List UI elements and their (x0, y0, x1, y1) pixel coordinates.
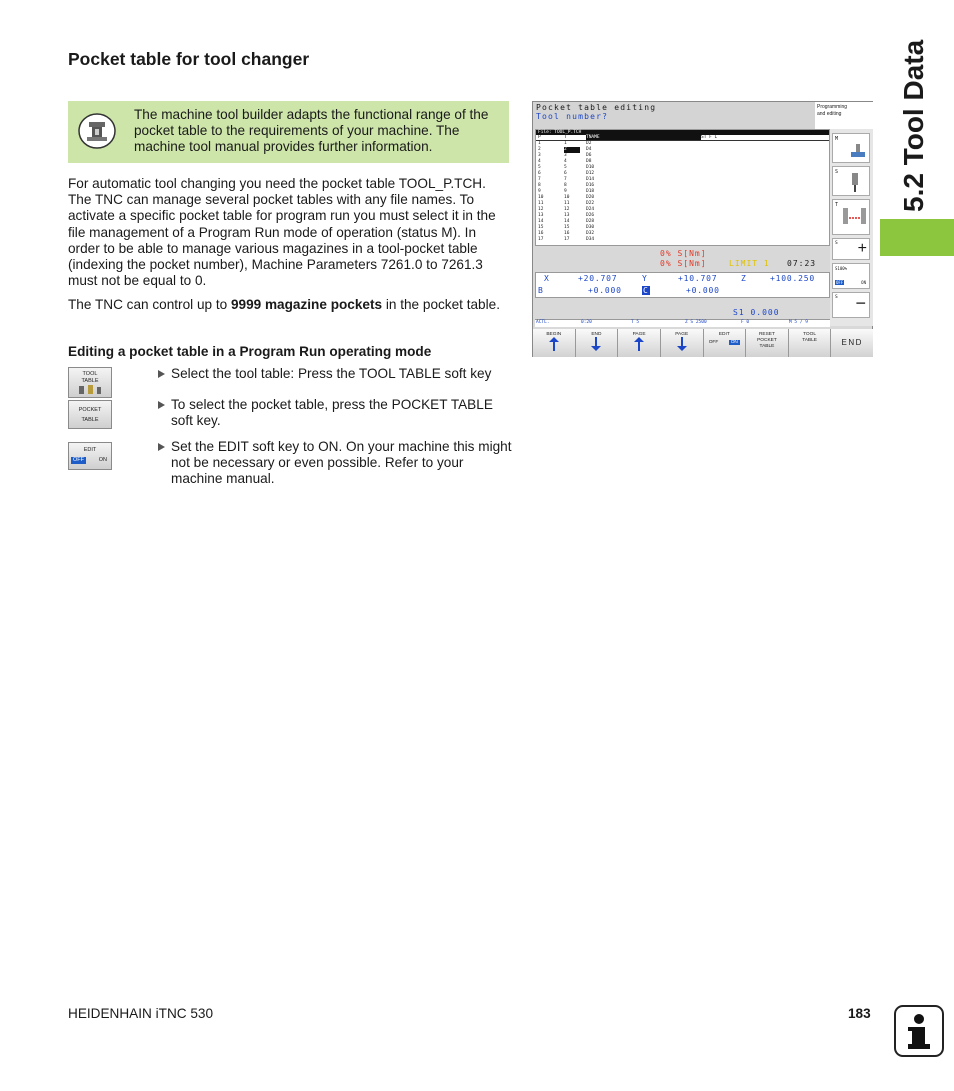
pocket-cell: 7 (538, 177, 541, 182)
section-title: Pocket table for tool changer (68, 49, 310, 69)
tool-cell: 4 (564, 159, 567, 164)
tname-cell: D28 (586, 219, 595, 224)
arrow-up-icon (549, 337, 559, 351)
intro-paragraph: For automatic tool changing you need the pocket table TOOL_P.TCH. The TNC can manage several pocket tables with any file names. To activate a specific pocket table for program run you must select it in the file management of a Program Run mode of operation (status M). In order to be able to manage various magazines in a tool-pocket table (indexing the pocket number), Machine Parameters 7261.0 to 7261.3 must not be equal to 0. (68, 176, 496, 289)
tname-cell: D10 (586, 165, 595, 170)
tool-cell: 13 (564, 213, 570, 218)
tname-cell: D8 (586, 159, 592, 164)
pocket-table-softkey: POCKET TABLE (68, 400, 112, 429)
screen-header: Pocket table editing Tool number? (533, 102, 815, 129)
spindle-icon (849, 173, 861, 193)
sk-begin[interactable]: BEGIN (533, 329, 575, 357)
page-down-icon (677, 337, 687, 351)
pocket-cell: 2 (538, 147, 541, 152)
pocket-cell: 15 (538, 225, 544, 230)
spindle-readout: S1 0.000 (733, 308, 780, 317)
chapter-tab-bar (880, 219, 954, 256)
pocket-cell: 13 (538, 213, 544, 218)
sk-edit[interactable]: EDIT OFF ON (704, 329, 746, 357)
sk-page-up[interactable]: PAGE (618, 329, 660, 357)
tname-cell: D12 (586, 171, 595, 176)
pocket-cell: 8 (538, 183, 541, 188)
tname-cell: D22 (586, 201, 595, 206)
pocket-cell: 12 (538, 207, 544, 212)
table-rows (536, 141, 829, 243)
tname-cell: D14 (586, 177, 595, 182)
tool-cell: 8 (564, 183, 567, 188)
machine-icon (849, 142, 867, 160)
tname-cell: D6 (586, 153, 592, 158)
tool-cell: 2 (564, 147, 580, 153)
pocket-cell: 11 (538, 201, 544, 206)
pocket-cell: 4 (538, 159, 541, 164)
tool-cell: 7 (564, 177, 567, 182)
tname-cell: D16 (586, 183, 595, 188)
capacity-paragraph: The TNC can control up to 9999 magazine pockets in the pocket table. (68, 297, 500, 312)
tool-cell: 12 (564, 207, 570, 212)
sk-end-exit[interactable]: END (831, 329, 873, 357)
chapter-tab-title: 5.2 Tool Data (898, 39, 929, 212)
sk-end[interactable]: END (576, 329, 618, 357)
tname-cell: D30 (586, 225, 595, 230)
tool-cell: 6 (564, 171, 567, 176)
pocket-table (535, 129, 830, 246)
pocket-cell: 5 (538, 165, 541, 170)
table-row[interactable] (536, 237, 829, 243)
note-text: The machine tool builder adapts the functional range of the pocket table to the requirements of your machine. The machine tool manual provides further information. (134, 107, 489, 155)
tool-icon (73, 385, 107, 395)
pocket-cell: 9 (538, 189, 541, 194)
note-box (68, 101, 509, 163)
pocket-cell: 3 (538, 153, 541, 158)
tnc-screen (532, 101, 873, 357)
pocket-cell: 1 (538, 141, 541, 146)
pocket-cell: 14 (538, 219, 544, 224)
footer-product: HEIDENHAIN iTNC 530 (68, 1006, 214, 1021)
sk-reset-pocket-table[interactable]: RESET POCKET TABLE (746, 329, 788, 357)
arrow-down-icon (591, 337, 601, 351)
status-area: 0% S[Nm] 0% S[Nm] LIMIT 1 07:23 (535, 248, 830, 270)
position-display: X +20.707 Y +10.707 Z +100.250 B +0.000 C +0.000 (535, 272, 830, 298)
tool-table-softkey: TOOL TABLE (68, 367, 112, 398)
sidebar-m[interactable]: M (832, 133, 870, 163)
sidebar-plus[interactable]: S + (832, 238, 870, 260)
pocket-cell: 10 (538, 195, 544, 200)
bottom-status: ACTL. 0:20 T 5 Z S 2500 F 0 M 5 / 9 (535, 319, 830, 327)
edit-softkey: EDIT OFF ON (68, 442, 112, 470)
tname-cell: D32 (586, 231, 595, 236)
sidebar-minus[interactable]: S − (832, 292, 870, 318)
table-header: P T TNAME ST F L (536, 135, 829, 141)
file-bar: File: TOOL_P.TCH (536, 130, 829, 135)
step-3: Set the EDIT soft key to ON. On your machine this might not be necessary or even possible. Refer to your machine manual. (158, 439, 514, 488)
tname-cell: D24 (586, 207, 595, 212)
tool-cell: 17 (564, 237, 570, 242)
tool-cell: 3 (564, 153, 567, 158)
sidebar-t[interactable]: T (832, 199, 870, 235)
pocket-cell: 6 (538, 171, 541, 176)
tool-cell: 9 (564, 189, 567, 194)
subheading: Editing a pocket table in a Program Run operating mode (68, 344, 432, 359)
step-2: To select the pocket table, press the POCKET TABLE soft key. (158, 397, 514, 429)
page-number: 183 (848, 1006, 871, 1021)
plus-icon: + (857, 240, 867, 257)
sidebar-override[interactable]: S100% OFF ON (832, 263, 870, 289)
sidebar-s[interactable]: S (832, 166, 870, 196)
mode-box: Programming and editing (815, 102, 873, 129)
tool-cell: 16 (564, 231, 570, 236)
screen-sidebar (830, 129, 873, 326)
sk-tool-table[interactable]: TOOL TABLE (789, 329, 831, 357)
tname-cell: D4 (586, 147, 592, 152)
page-up-icon (634, 337, 644, 351)
minus-icon: − (855, 293, 866, 313)
tool-cell: 5 (564, 165, 567, 170)
tool-change-icon (841, 208, 869, 230)
tool-cell: 15 (564, 225, 570, 230)
info-icon (894, 1005, 944, 1057)
tool-cell: 1 (564, 141, 567, 146)
pocket-cell: 16 (538, 231, 544, 236)
tname-cell: D20 (586, 195, 595, 200)
tname-cell: D26 (586, 213, 595, 218)
machine-manual-icon (78, 112, 116, 150)
tool-cell: 10 (564, 195, 570, 200)
screen-softkeys (533, 329, 873, 357)
sk-page-down[interactable]: PAGE (661, 329, 703, 357)
step-1: Select the tool table: Press the TOOL TABLE soft key (158, 366, 514, 382)
tname-cell: D2 (586, 141, 592, 146)
tname-cell: D18 (586, 189, 595, 194)
tool-cell: 11 (564, 201, 570, 206)
tool-cell: 14 (564, 219, 570, 224)
tname-cell: D34 (586, 237, 595, 242)
pocket-cell: 17 (538, 237, 544, 242)
